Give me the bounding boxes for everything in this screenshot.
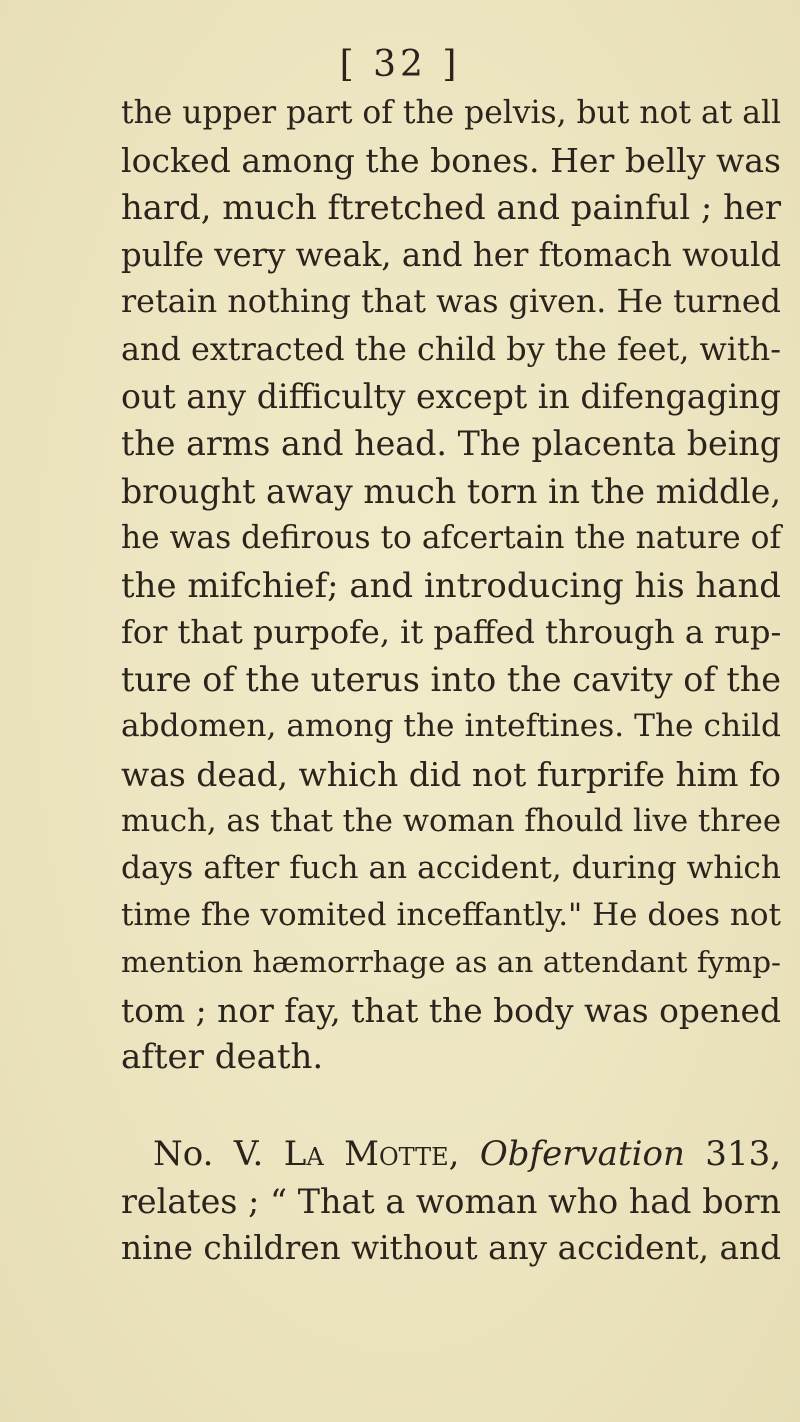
text-line: and extracted the child by the feet, with- [121,329,781,368]
text-line: for that purpofe, it paffed through a rup- [121,613,782,652]
body-text [121,90,781,1273]
text-line: hard, much ftretched and painful ; her [121,188,781,228]
observation-number: 313, [684,1133,782,1174]
text-line: days after fuch an accident, during which [121,850,781,886]
text-line: brought away much torn in the middle, [121,471,781,511]
text-line: out any difficulty except in difengaging [121,377,781,417]
page-number: [ 32 ] [339,44,461,85]
text-line [121,1131,781,1178]
text-line: mention hæmorrhage as an attendant fymp- [121,945,781,980]
text-line: much, as that the woman fhould live three [121,803,781,839]
case-number: No. V. [153,1133,284,1174]
text-line: the arms and head. The placenta being [121,424,781,464]
author-name: La Motte [283,1133,449,1174]
text-line: the mifchief; and introducing his hand [121,565,781,605]
text-line: he was defirous to afcertain the nature of [121,519,782,556]
work-title: Obfervation [479,1133,685,1174]
text-line: ture of the uterus into the cavity of the [121,660,781,700]
text-line: locked among the bones. Her belly was [121,141,781,181]
text-line: was dead, which did not furprife him fo [121,754,781,794]
text-line: the upper part of the pelvis, but not at all [121,95,781,131]
text-line: after death. [121,1036,324,1077]
paragraph-gap [121,1081,781,1131]
punctuation: , [448,1133,480,1174]
text-line: tom ; nor fay, that the body was opened [121,990,781,1030]
text-line: nine children without any accident, and [121,1229,781,1268]
text-line: time fhe vomited inceffantly." He does not [121,897,781,934]
paragraph-1 [121,90,781,1081]
paragraph-2 [121,1131,781,1273]
text-line: abdomen, among the inteftines. The child [121,708,781,745]
text-line: pulfe very weak, and her ftomach would [121,235,782,274]
text-line: relates ; “ That a woman who had born [121,1182,781,1222]
text-line: retain nothing that was given. He turned [121,283,781,320]
